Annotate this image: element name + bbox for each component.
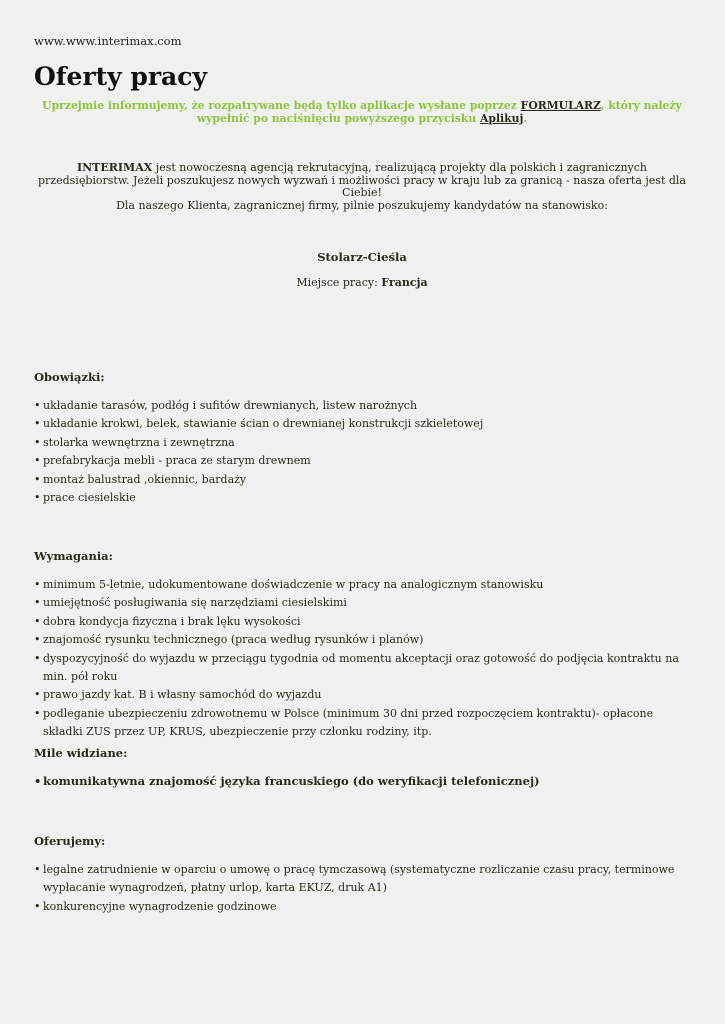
company-intro (34, 162, 690, 200)
notice-text-end: . (523, 111, 528, 125)
list-item: • dyspozycyjność do wyjazdu w przeciągu tygodnia od momentu akceptacji oraz gotowość do podjęcia kontraktu na min. pół roku (34, 650, 694, 687)
location-label: Miejsce pracy: (296, 276, 382, 289)
form-link[interactable]: FORMULARZ (520, 99, 601, 112)
application-notice (34, 100, 690, 125)
apply-link[interactable]: Aplikuj (480, 111, 524, 125)
requirements-list (34, 576, 694, 742)
list-item: • prefabrykacja mebli - praca ze starym drewnem (34, 452, 694, 470)
notice-text-middle: , który należy wypełnić po naciśnięciu powyższego przycisku (196, 99, 682, 125)
company-name: INTERIMAX (76, 161, 153, 174)
list-item: • stolarka wewnętrzna i zewnętrzna (34, 434, 694, 452)
intro-text: jest nowoczesną agencją rekrutacyjną, realizującą projekty dla polskich i zagranicznych przedsiębiorstw. Jeżeli poszukujesz nowych wyzwań i możliwości pracy w kraju lub za granicą - nasza oferta jest dla Ciebie! (38, 161, 686, 199)
nice-to-have-list (34, 772, 694, 790)
list-item: • układanie krokwi, belek, stawianie ścian o drewnianej konstrukcji szkieletowej (34, 415, 694, 433)
offer-heading: Oferujemy: (34, 834, 106, 848)
location-value: Francja (381, 276, 428, 289)
list-item: • komunikatywna znajomość języka francuskiego (do weryfikacji telefonicznej) (34, 772, 694, 790)
list-item: • umiejętność posługiwania się narzędziami ciesielskimi (34, 594, 694, 612)
nice-to-have-heading: Mile widziane: (34, 746, 128, 760)
notice-text-before: Uprzejmie informujemy, że rozpatrywane będą tylko aplikacje wysłane poprzez (42, 99, 521, 112)
page-title: Oferty pracy (34, 62, 207, 91)
job-title: Stolarz-Cieśla (317, 250, 407, 264)
list-item: • legalne zatrudnienie w oparciu o umowę o pracę tymczasową (systematyczne rozliczanie czasu pracy, terminowe wypłacanie wynagrodzeń, płatny urlop, karta EKUZ, druk A1) (34, 861, 694, 898)
requirements-heading: Wymagania: (34, 549, 113, 563)
list-item: • dobra kondycja fizyczna i brak lęku wysokości (34, 613, 694, 631)
list-item: • montaż balustrad ,okiennic, bardaży (34, 471, 694, 489)
list-item: • prawo jazdy kat. B i własny samochód do wyjazdu (34, 686, 694, 704)
duties-heading: Obowiązki: (34, 370, 105, 384)
list-item: • podleganie ubezpieczeniu zdrowotnemu w Polsce (minimum 30 dni przed rozpoczęciem kontraktu)- opłacone składki ZUS przez UP, KRUS, ubezpieczenie przy członku rodziny, itp. (34, 705, 694, 742)
client-line: Dla naszego Klienta, zagranicznej firmy, pilnie poszukujemy kandydatów na stanowisko: (116, 199, 608, 212)
list-item: • konkurencyjne wynagrodzenie godzinowe (34, 898, 694, 916)
list-item: • układanie tarasów, podłóg i sufitów drewnianych, listew narożnych (34, 397, 694, 415)
job-location (34, 276, 690, 289)
offer-list (34, 861, 694, 916)
list-item: • minimum 5-letnie, udokumentowane doświadczenie w pracy na analogicznym stanowisku (34, 576, 694, 594)
list-item: • znajomość rysunku technicznego (praca według rysunków i planów) (34, 631, 694, 649)
site-url: www.www.interimax.com (34, 34, 182, 48)
duties-list (34, 397, 694, 507)
list-item: • prace ciesielskie (34, 489, 694, 507)
